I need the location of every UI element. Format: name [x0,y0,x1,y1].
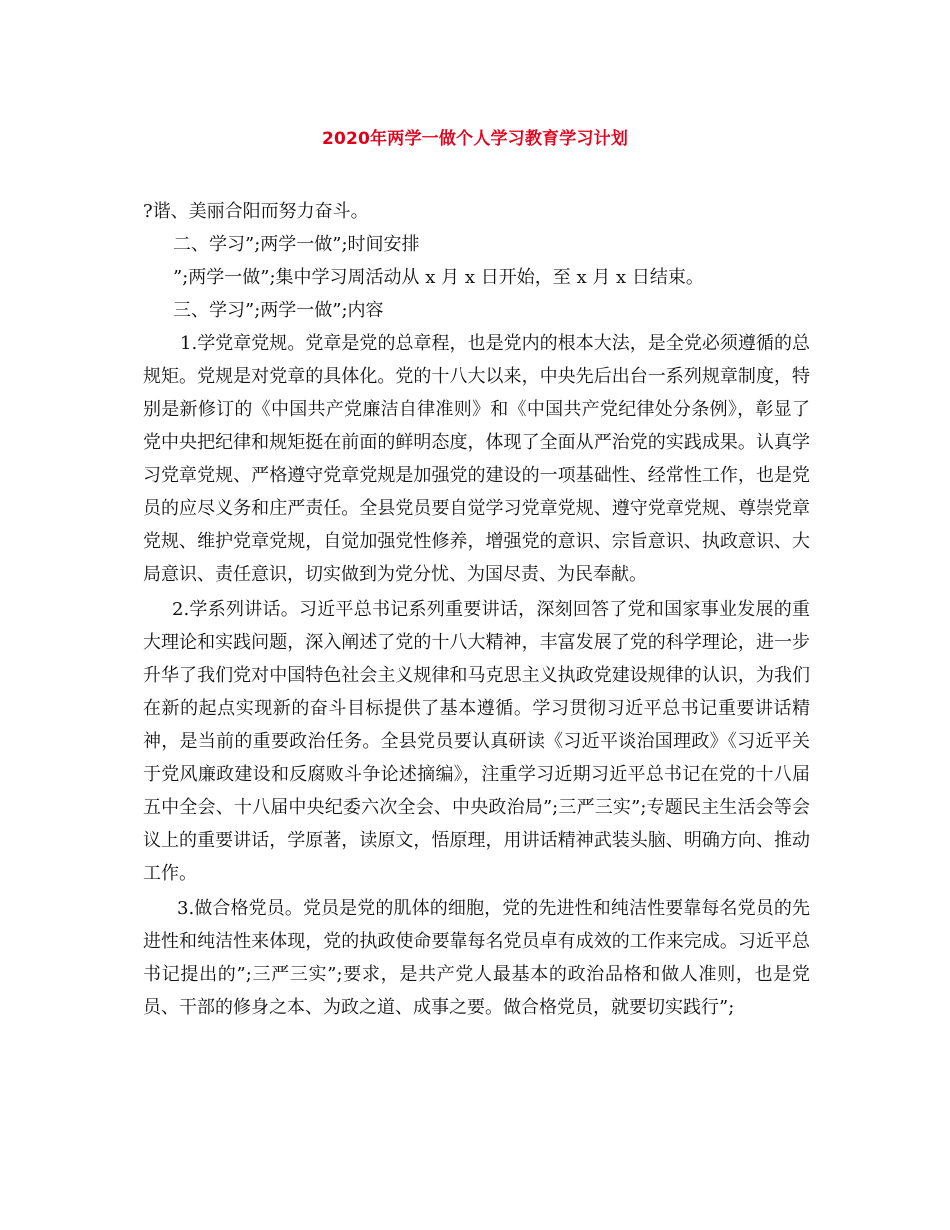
section-heading-schedule: 二、学习”;两学一做”;时间安排 [173,234,420,255]
paragraph-continuation: ?谐、美丽合阳而努力奋斗。 [143,201,369,222]
section-heading-content: 三、学习”;两学一做”;内容 [173,300,384,321]
paragraph-qualified-member: 3.做合格党员。党员是党的肌体的细胞，党的先进性和纯洁性要靠每名党员的先进性和纯洁性来体现，党的执政使命要靠每名党员卓有成效的工作来完成。习近平总书记提出的”;三严三实”;要求，是共产党人最基本的政治品格和做人准则，也是党员、干部的修身之本、为政之道、成事之要。做合格党员，就要切实践行”; [143,898,810,1018]
document-title: 2020年两学一做个人学习教育学习计划 [321,129,629,149]
paragraph-schedule: ”;两学一做”;集中学习周活动从 x 月 x 日开始，至 x 月 x 日结束。 [173,267,704,288]
paragraph-study-speeches: 2.学系列讲话。习近平总书记系列重要讲话，深刻回答了党和国家事业发展的重大理论和实践问题，深入阐述了党的十八大精神，丰富发展了党的科学理论，进一步升华了我们党对中国特色社会主义规律和马克思主义执政党建设规律的认识，为我们在新的起点实现新的奋斗目标提供了基本遵循。学习贯彻习近平总书记重要讲话精神，是当前的重要政治任务。全县党员要认真研读《习近平谈治国理政》《习近平关于党风廉政建设和反腐败斗争论述摘编》，注重学习近期习近平总书记在党的十八届五中全会、十八届中央纪委六次全会、中央政治局”;三严三实”;专题民主生活会等会议上的重要讲话，学原著，读原文，悟原理，用讲话精神武装头脑、明确方向、推动工作。 [143,599,810,884]
document-body [143,195,810,1024]
paragraph-study-party-rules: 1.学党章党规。党章是党的总章程，也是党内的根本大法，是全党必须遵循的总规矩。党规是对党章的具体化。党的十八大以来，中央先后出台一系列规章制度，特别是新修订的《中国共产党廉洁自律准则》和《中国共产党纪律处分条例》，彰显了党中央把纪律和规矩挺在前面的鲜明态度，体现了全面从严治党的实践成果。认真学习党章党规、严格遵守党章党规是加强党的建设的一项基础性、经常性工作，也是党员的应尽义务和庄严责任。全县党员要自觉学习党章党规、遵守党章党规、尊崇党章党规、维护党章党规，自觉加强党性修养，增强党的意识、宗旨意识、执政意识、大局意识、责任意识，切实做到为党分忧、为国尽责、为民奉献。 [143,333,810,585]
